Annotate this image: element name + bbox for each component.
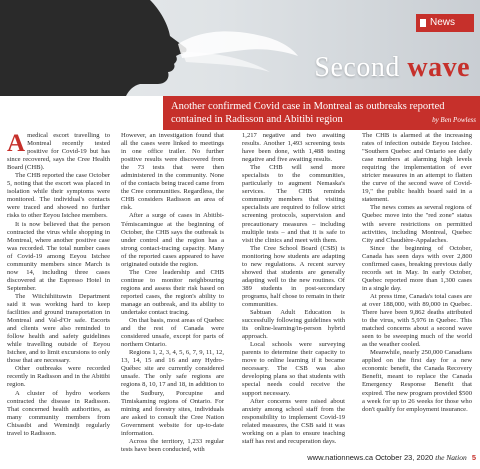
paragraph: After concerns were raised about anxiety among school staff from the responsibility to implement Covid-19 related measures, the CSB said it was working on a plan to ensure teaching staff has rest and recuperation days. (242, 397, 345, 445)
paragraph: Regions 1, 2, 3, 4, 5, 6, 7, 9, 11, 12, 13, 14, 15 and 16 and any Hydro-Québec site are currently considered unsafe. The only safe regions are regions 8, 10, 17 and 18, in addition to the Sudbury, Porcupine and Timiskaming regions of Ontario. For mining and forestry sites, individuals are asked to consult the Cree Nation Government website for up-to-date information. (121, 349, 224, 437)
paragraph: It is now believed that the person contracted the virus while shopping in Montreal, where another positive case was recorded. The total number cases of Covid-19 among Eeyou Istchee community members since March is now 14, including three cases discovered at the Espresso Hotel in September. (7, 220, 110, 292)
paragraph: The Cree leadership and CHB continue to monitor neighbouring regions and assess their risk based on reported cases, the region's ability to manage an outbreak, and its ability to undertake contact tracing. (121, 268, 224, 317)
paragraph: At press time, Canada's total cases are at over 188,000, with 89,000 in Quebec. There have been 9,862 deaths attributed to the virus, with 5,976 in Quebec. This matched concerns about a second wave seen to be sweeping much of the world as the weather cooled. (362, 292, 472, 349)
paragraph: The news comes as several regions of Quebec move into the "red zone" status with severe restrictions on permitted activities, including Montreal, Quebec City and Chaudière-Appalaches. (362, 204, 472, 244)
byline: by Ben Powless (432, 116, 476, 124)
paragraph: The CHB is alarmed at the increasing rates of infection outside Eeyou Istchee. "Southern Quebec and Ontario see daily case numbers at alarming high levels requiring the implementation of ever stricter measures in an attempt to flatten the curve of the second wave of Covid-19," the public health board said in a statement. (362, 132, 472, 204)
deck-subheadline (163, 96, 480, 130)
paragraph: The CHB reported the case October 5, noting that the escort was placed in isolation while their symptoms were monitored. The individual's contacts were traced and showed no further risks to other Eeyou Istchee members. (7, 172, 110, 220)
headline (314, 52, 470, 84)
paragraph: medical escort travelling to Montreal recently tested positive for Covid-19 but has since recovered, says the Cree Health Board (CHB). (7, 132, 110, 172)
article-column-4 (362, 132, 472, 414)
section-tab-news (416, 14, 474, 32)
paragraph: Local schools were surveying parents to determine their capacity to move to online learning if it became necessary. The CSB was also developing plans so that students with special needs could receive the support necessary. (242, 341, 345, 397)
article-body (0, 130, 480, 453)
footer-magazine: the Nation (435, 453, 467, 462)
paragraph: However, an investigation found that all the cases were linked to meetings in one office trailer. No further positive results were discovered from the 73 tests that were then administered in the community. None of the contacts being traced came from the Cree communities. Regardless, the CHB considers Radisson an area of risk. (121, 132, 224, 212)
page-footer (307, 453, 476, 462)
coughing-head-silhouette (0, 0, 300, 96)
article-column-3 (242, 132, 345, 446)
paragraph: Across the territory, 1,233 regular tests have been conducted, with (121, 437, 224, 453)
deck-text: Another confirmed Covid case in Montreal as outbreaks reported contained in Radisson and Abitibi region (171, 101, 445, 125)
article-column-2 (121, 132, 224, 454)
paragraph: Other outbreaks were recorded recently in Radisson and in the Abitibi region. (7, 365, 110, 389)
article-column-1 (7, 132, 110, 438)
paragraph: Since the beginning of October, Canada has seen days with over 2,800 confirmed cases, breaking previous daily records set in May. In early October, Quebec reported more than 1,300 cases in a single day. (362, 244, 472, 292)
paragraph: Meanwhile, nearly 250,000 Canadians applied on the first day for a new economic benefit, the Canada Recovery Benefit, meant to replace the Canada Emergency Response Benefit that expired. The new program provided $500 a week for up to 26 weeks for those who don't qualify for employment insurance. (362, 349, 472, 413)
paragraph: Sabtuan Adult Education is successfully following guidelines with its online-learning/in-person hybrid approach. (242, 309, 345, 341)
paragraph: 1,217 negative and two awaiting results. Another 1,493 screening tests have been done, with 1,488 testing negative and five awaiting results. (242, 132, 345, 164)
header-banner (0, 0, 480, 96)
tab-square-icon (420, 19, 426, 27)
page-number: 5 (471, 453, 476, 462)
paragraph: After a surge of cases in Abitibi-Témiscamingue at the beginning of October, the CHB says the outbreak is under control and the region has a strong contact-tracing capacity. Many of the reported cases appeared to have originated outside the region. (121, 212, 224, 268)
footer-url[interactable]: www.nationnews.ca (307, 453, 374, 462)
paragraph: The Cree School Board (CSB) is monitoring how students are adapting to new regulations. A recent survey showed that students are generally adapting well to the new routines. Of 389 students in post-secondary programs, half chose to remain in their communities. (242, 244, 345, 308)
headline-main: Second (314, 52, 408, 83)
paragraph: The CHB will send more specialists to the communities, particularly to augment Nemaska's services. The CHB reminds community members that visiting specialists are required to follow strict screening protocols, supervision and precautionary measures – including multiple tests – and that it is safe to visit the clinics and meet with them. (242, 164, 345, 244)
paragraph: The Wiichihiituwin Department said it was working hard to keep facilities and ground transportation in Montreal and Val-d'Or safe. Escorts and clients were also reminded to follow health and safety guidelines while travelling outside of Eeyou Istchee, and to limit excursions to only those that are necessary. (7, 292, 110, 365)
paragraph: On that basis, most areas of Quebec and the rest of Canada were considered unsafe, except for parts of northern Ontario. (121, 317, 224, 349)
headline-accent: wave (407, 52, 470, 83)
section-tab-label: News (430, 17, 456, 28)
footer-date: October 23, 2020 (375, 453, 434, 462)
paragraph: A cluster of hydro workers contracted the disease in Radisson. That concerned health authorities, as many community members from Chisasibi and Wemindji regularly travel to Radisson. (7, 389, 110, 437)
drop-cap: A (7, 130, 26, 157)
